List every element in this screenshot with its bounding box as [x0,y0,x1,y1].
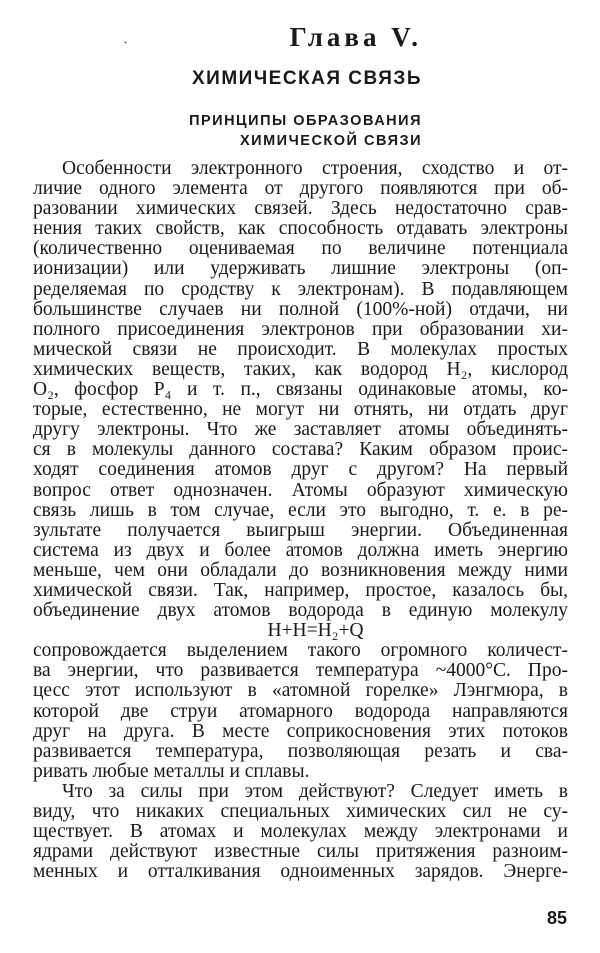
text-line: ядрами действуют известные силы притяжения разноим- [33,841,568,863]
page-number: 85 [546,908,567,928]
text-line: цесс этот используют в «атомной горелке» Лэнгмюра, в [33,680,568,702]
text-line: полного присоединения электронов при образовании хи- [33,318,568,340]
text-line: (количественно оцениваемая по величине потенциала [33,238,568,260]
text-line: ределяемая по сродству к электронам). В подавляющем [33,278,568,300]
text-line: ся в молекулы данного состава? Каким образом проис- [33,439,568,461]
text-line: которой две струи атомарного водорода направляются [33,700,568,722]
text-line: Особенности электронного строения, сходство и от- [62,158,568,179]
scan-speck [124,41,127,43]
text-line: большинстве случаев ни полной (100%-ной) отдачи, ни [33,298,568,320]
body-text [33,159,568,882]
text-line: химической связи. Так, например, простое, казалось бы, [33,579,568,601]
text-line: виду, что никаких специальных химических сил не су- [33,801,568,822]
text-line: друг на друга. В месте соприкосновения этих потоков [33,720,568,742]
text-line: вопрос ответ однозначен. Атомы образуют химическую [33,479,568,501]
text-line: ва энергии, что развивается температура ~4000°С. Про- [33,660,568,682]
equation: H+H=H₂+Q [267,620,364,642]
subsection-title-line: ПРИНЦИПЫ ОБРАЗОВАНИЯ [189,113,422,129]
subsection-title [189,111,422,151]
text-line: мической связи не происходит. В молекулах простых [33,338,568,360]
text-line: ривать любые металлы и сплавы. [33,760,310,782]
text-line: другу электроны. Что же заставляет атомы объединять- [33,419,568,441]
text-line: связь лишь в том случае, если это выгодно, т. е. в ре- [33,499,568,521]
text-line: объединение двух атомов водорода в единую молекулу [33,600,568,622]
section-title: ХИМИЧЕСКАЯ СВЯЗЬ [192,68,422,89]
text-line: система из двух и более атомов должна иметь энергию [33,539,568,561]
text-line: разовании химических связей. Здесь недостаточно срав- [33,198,568,220]
text-line: нения таких свойств, как способность отдавать электроны [33,218,568,240]
chapter-heading: Глава V. [289,22,422,52]
text-line: химических веществ, таких, как водород H₂, кислород [33,358,568,380]
text-line: Что за силы при этом действуют? Следует иметь в [62,780,568,802]
text-line: меньше, чем они обладали до возникновения между ними [33,559,568,581]
text-line: зультате получается выигрыш энергии. Объединенная [33,519,568,541]
subsection-title-line: ХИМИЧЕСКОЙ СВЯЗИ [239,133,422,149]
text-line: личие одного элемента от другого появляются при об- [33,178,568,200]
text-line: ходят соединения атомов друг с другом? На первый [33,459,568,481]
text-line: O₂, фосфор P₄ и т. п., связаны одинаковые атомы, ко- [33,379,568,401]
text-line: развивается температура, позволяющая резать и сва- [33,740,568,762]
text-line: сопровождается выделением такого огромного количест- [33,640,568,662]
text-line: менных и отталкивания одноименных зарядов. Энерге- [33,861,568,883]
text-line: ионизации) или удерживать лишние электроны (оп- [33,258,568,280]
text-line: ществует. В атомах и молекулах между электронами и [33,821,568,843]
text-line: торые, естественно, не могут ни отнять, ни отдать друг [33,399,568,421]
